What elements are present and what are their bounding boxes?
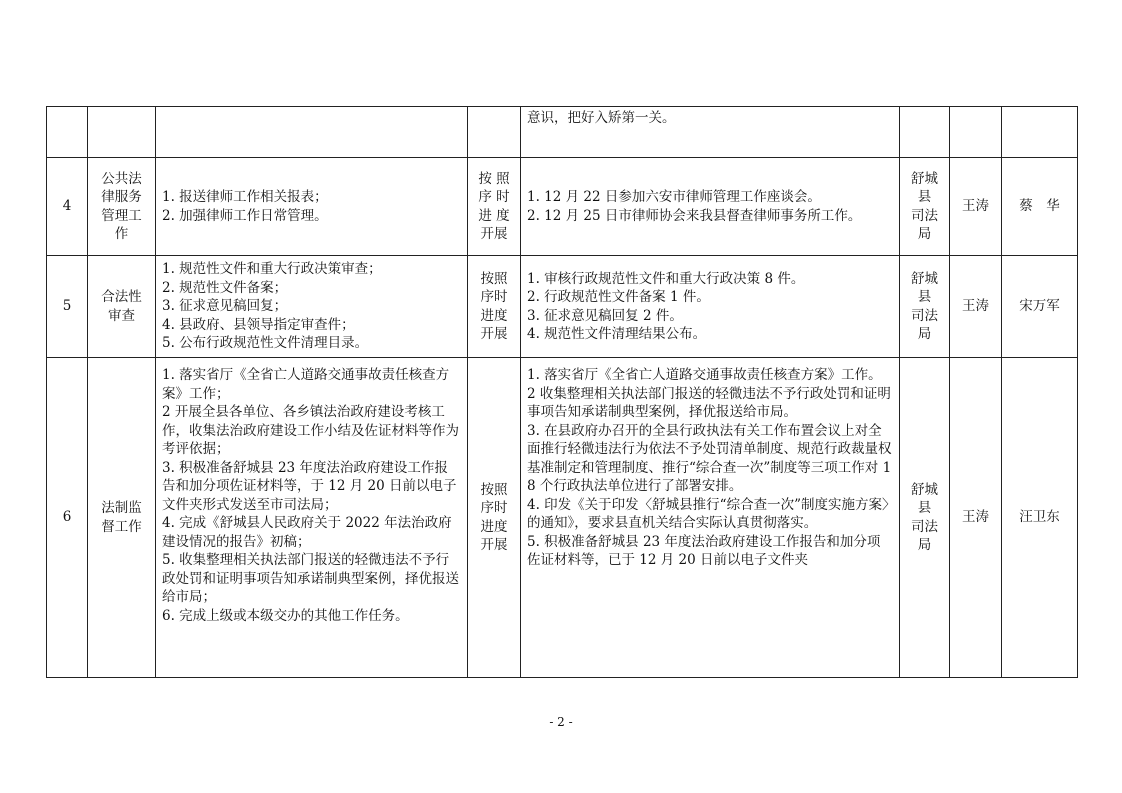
work-mode: 按照 序时 进度 开展	[468, 358, 521, 678]
responsible-unit: 舒城 县 司法 局	[900, 158, 950, 256]
responsible-person: 蔡 华	[1002, 158, 1078, 256]
progress-item: 2. 行政规范性文件备案 1 件。	[527, 289, 710, 305]
progress-list	[521, 107, 900, 158]
work-mode: 按照 序时 进度 开展	[468, 256, 521, 358]
item-name: 法制监 督工作	[88, 358, 156, 678]
work-mode: 按 照 序 时 进 度 开展	[468, 158, 521, 256]
progress-item: 5. 积极准备舒城县 23 年度法治政府建设工作报告和加分项佐证材料等，已于 12 月 20 日前以电子文件夹	[527, 533, 881, 568]
responsible-unit: 舒城 县 司法 局	[900, 256, 950, 358]
task-item: 3. 积极准备舒城县 23 年度法治政府建设工作报告和加分项佐证材料等，于 12 月 20 日前以电子文件夹形式发送至市司法局；	[162, 459, 457, 513]
task-item: 6. 完成上级或本级交办的其他工作任务。	[162, 607, 409, 624]
table-row	[47, 256, 1078, 358]
row-number: 6	[47, 358, 88, 678]
task-item: 5. 收集整理相关执法部门报送的轻微违法不予行政处罚和证明事项告知承诺制典型案例，择优报送给市局；	[162, 552, 459, 605]
task-item: 1. 报送律师工作相关报表；	[162, 189, 328, 205]
progress-item: 2 收集整理相关执法部门报送的轻微违法不予行政处罚和证明事项告知承诺制典型案例，择优报送给市局。	[527, 385, 891, 420]
table-row	[47, 107, 1078, 158]
responsible-person: 宋万军	[1002, 256, 1078, 358]
progress-item: 4. 规范性文件清理结果公布。	[527, 326, 707, 342]
responsible-person: 汪卫东	[1002, 358, 1078, 678]
task-list	[156, 158, 468, 256]
task-item: 3. 征求意见稿回复；	[162, 298, 288, 315]
item-name: 合法性 审查	[88, 256, 156, 358]
progress-item: 意识，把好入矫第一关。	[527, 110, 676, 126]
item-name: 公共法 律服务 管理工 作	[88, 158, 156, 256]
work-progress-table	[46, 106, 1078, 678]
row-number: 4	[47, 158, 88, 256]
responsible-leader: 王涛	[950, 158, 1002, 256]
task-list	[156, 358, 468, 678]
task-list	[156, 107, 468, 158]
task-item: 4. 县政府、县领导指定审查件；	[162, 316, 355, 333]
page-number: - 2 -	[549, 715, 573, 729]
progress-item: 3. 征求意见稿回复 2 件。	[527, 307, 683, 324]
progress-list	[521, 158, 900, 256]
responsible-person	[1002, 107, 1078, 158]
responsible-leader: 王涛	[950, 256, 1002, 358]
responsible-unit: 舒城 县 司法 局	[900, 358, 950, 678]
row-number: 5	[47, 256, 88, 358]
progress-list	[521, 358, 900, 678]
progress-item: 1. 落实省厅《全省亡人道路交通事故责任核查方案》工作。	[527, 367, 882, 383]
task-list	[156, 256, 468, 358]
progress-list	[521, 256, 900, 358]
task-item: 4. 完成《舒城县人民政府关于 2022 年法治政府建设情况的报告》初稿；	[162, 515, 452, 550]
progress-item: 1. 12 月 22 日参加六安市律师管理工作座谈会。	[527, 189, 821, 205]
task-item: 2. 加强律师工作日常管理。	[162, 207, 328, 224]
progress-item: 1. 审核行政规范性文件和重大行政决策 8 件。	[527, 270, 805, 287]
task-item: 1. 规范性文件和重大行政决策审查；	[162, 261, 382, 278]
task-item: 2. 规范性文件备案；	[162, 279, 288, 296]
progress-item: 3. 在县政府办召开的全县行政执法有关工作布置会议上对全面推行轻微违法行为依法不予处罚清单制度、规范行政裁量权基准制定和管理制度、推行“综合查一次”制度等三项工作对 18 个行政执法单位进行了部署安排。	[527, 422, 892, 494]
progress-item: 2. 12 月 25 日市律师协会来我县督查律师事务所工作。	[527, 207, 862, 224]
item-name	[88, 107, 156, 158]
progress-item: 4. 印发《关于印发〈舒城县推行“综合查一次”制度实施方案〉的通知》，要求县直机关结合实际认真贯彻落实。	[527, 496, 889, 531]
responsible-leader	[950, 107, 1002, 158]
task-item: 5. 公布行政规范性文件清理目录。	[162, 335, 369, 352]
row-number	[47, 107, 88, 158]
table-row	[47, 158, 1078, 256]
task-item: 2 开展全县各单位、各乡镇法治政府建设考核工作，收集法治政府建设工作小结及佐证材料等作为考评依据；	[162, 404, 459, 457]
responsible-unit	[900, 107, 950, 158]
table-row	[47, 358, 1078, 678]
responsible-leader: 王涛	[950, 358, 1002, 678]
task-item: 1. 落实省厅《全省亡人道路交通事故责任核查方案》工作；	[162, 367, 450, 402]
work-mode	[468, 107, 521, 158]
